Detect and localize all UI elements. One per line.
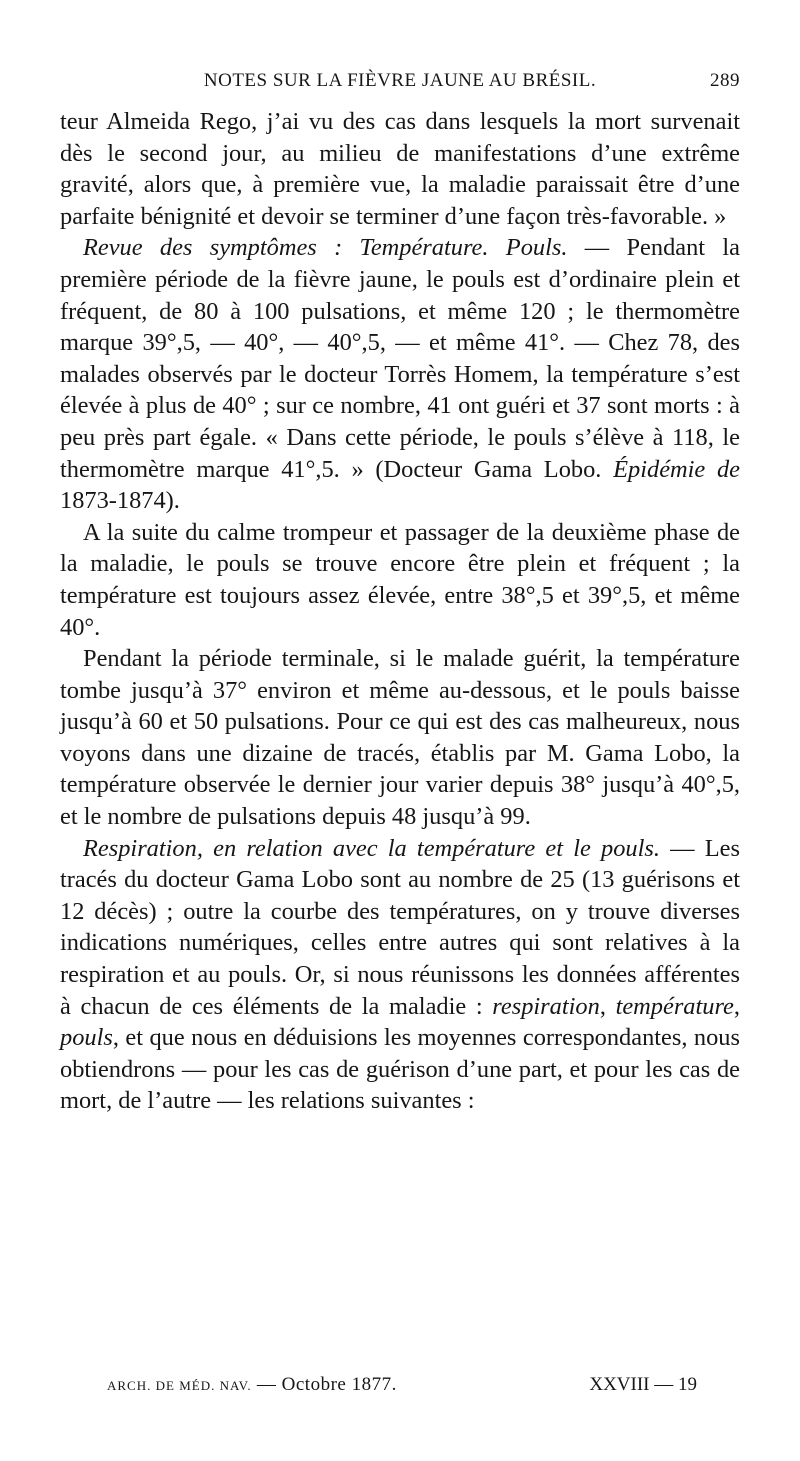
paragraph-second-phase: A la suite du calme trompeur et passager de la deuxième phase de la maladie, le pouls se trouve encore être plein et fréquent ; la température est toujours assez élevée, entre 38°,5 et 39°,5, et même 40°. xyxy=(60,518,740,641)
term-temperature: température xyxy=(615,992,734,1020)
term-pouls: pouls xyxy=(60,1024,113,1052)
section-heading-symptoms: Revue des symptômes : Température. Pouls. xyxy=(83,234,568,262)
page-number: 289 xyxy=(710,70,740,91)
citation-italic: Épidémie de xyxy=(613,455,741,483)
issue-date: — Octobre 1877. xyxy=(256,1374,397,1395)
section-heading-respiration: Respiration, en relation avec la température et le pouls. xyxy=(83,834,660,862)
paragraph-text: 1873-1874). xyxy=(60,487,180,515)
separator: , xyxy=(599,992,616,1020)
paragraph-respiration xyxy=(60,833,740,1117)
paragraph-text: — Les tracés du docteur Gama Lobo sont au nombre de 25 (13 guérisons et 12 décès) ; outre la courbe des températures, on y trouve diverses indications numériques, celles entre autres qui sont relatives à la respiration et au pouls. Or, si nous réunissons les données afférentes à chacun de ces éléments de la maladie : xyxy=(60,834,740,1020)
paragraph-text: , et que nous en déduisions les moyennes correspondantes, nous obtiendrons — pour les cas de guérison d’une part, et pour les cas de mort, de l’autre — les relations suivantes : xyxy=(60,1024,740,1115)
running-title: NOTES SUR LA FIÈVRE JAUNE AU BRÉSIL. xyxy=(203,70,597,91)
journal-name: ARCH. DE MÉD. NAV. xyxy=(107,1378,252,1393)
paragraph-symptoms xyxy=(60,232,740,516)
paragraph-terminal-period: Pendant la période terminale, si le malade guérit, la température tombe jusqu’à 37° environ et même au-dessous, et le pouls baisse jusqu’à 60 et 50 pulsations. Pour ce qui est des cas malheureux, nous voyons dans une dizaine de tracés, établis par M. Gama Lobo, la température observée le dernier jour varier depuis 38° jusqu’à 40°,5, et le nombre de pulsations depuis 48 jusqu’à 99. xyxy=(60,645,740,831)
paragraph-text: — Pendant la première période de la fièvre jaune, le pouls est d’ordinaire plein et fréquent, de 80 à 100 pulsations, et même 120 ; le thermomètre marque 39°,5, — 40°, — 40°,5, — et même 41°. — Chez 78, des malades observés par le docteur Torrès Homem, la température s’est élevée à plus de 40° ; sur ce nombre, 41 ont guéri et 37 sont morts : à peu près part égale. « Dans cette période, le pouls s’élève à 118, le thermomètre marque 41°,5. » (Docteur Gama Lobo. xyxy=(60,234,740,483)
signature-mark: XXVIII — 19 xyxy=(589,1374,697,1395)
body-text xyxy=(60,106,740,1117)
footer-journal-line xyxy=(107,1374,397,1396)
term-respiration: respiration xyxy=(492,992,600,1020)
separator: , xyxy=(733,992,740,1020)
paragraph-continuation: teur Almeida Rego, j’ai vu des cas dans lesquels la mort survenait dès le second jour, au milieu de manifestations d’une extrême gravité, alors que, à première vue, la maladie paraissait être d’une parfaite bénignité et devoir se terminer d’une façon très-favorable. » xyxy=(60,108,740,230)
running-header xyxy=(60,70,740,92)
